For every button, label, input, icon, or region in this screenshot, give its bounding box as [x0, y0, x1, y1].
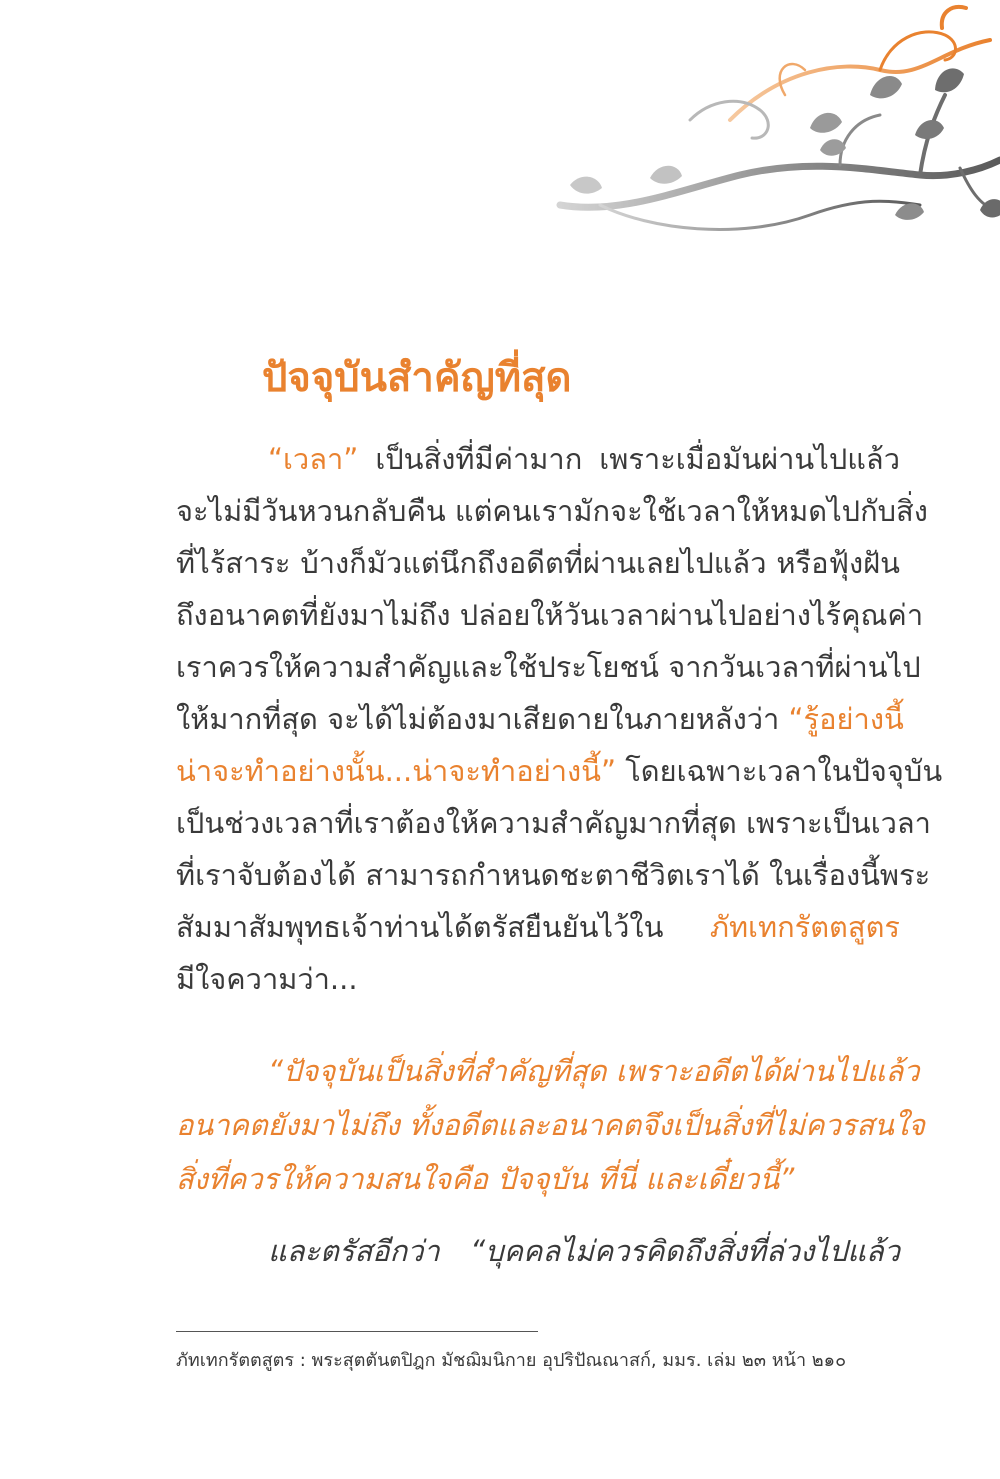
- buddha-quote: [176, 1044, 926, 1206]
- paragraph-line: ถึงอนาคตที่ยังมาไม่ถึง ปล่อยให้วันเวลาผ่านไปอย่างไร้คุณค่า: [176, 598, 924, 632]
- line-text: ให้มากที่สุด จะได้ไม่ต้องมาเสียดายในภายหลังว่า: [176, 702, 789, 736]
- line-text: สัมมาสัมพุทธเจ้าท่านได้ตรัสยืนยันไว้ใน: [176, 910, 710, 944]
- quote-line: อนาคตยังมาไม่ถึง ทั้งอดีตและอนาคตจึงเป็นสิ่งที่ไม่ควรสนใจ: [176, 1108, 926, 1142]
- continuation-line: และตรัสอีกว่า “บุคคลไม่ควรคิดถึงสิ่งที่ล่วงไปแล้ว: [268, 1234, 900, 1268]
- sutta-name: ภัทเทกรัตตสูตร: [709, 910, 900, 944]
- paragraph-line: [176, 433, 900, 485]
- page-title: ปัจจุบันสำคัญที่สุด: [262, 355, 572, 401]
- paragraph-line: มีใจความว่า...: [176, 962, 358, 996]
- highlight-term: “เวลา”: [268, 442, 359, 476]
- highlight-quote: น่าจะทำอย่างนั้น...น่าจะทำอย่างนี้”: [176, 754, 617, 788]
- vine-ornament: [540, 0, 1000, 280]
- paragraph-line: [176, 901, 900, 953]
- paragraph-line: [176, 745, 943, 797]
- body-paragraph: [176, 433, 943, 1005]
- quote-line: “ปัจจุบันเป็นสิ่งที่สำคัญที่สุด เพราะอดีตได้ผ่านไปแล้ว: [268, 1054, 920, 1088]
- paragraph-line: ที่เราจับต้องได้ สามารถกำหนดชะตาชีวิตเราได้ ในเรื่องนี้พระ: [176, 858, 931, 892]
- footnote-divider: [176, 1331, 538, 1332]
- paragraph-line: เป็นช่วงเวลาที่เราต้องให้ความสำคัญมากที่สุด เพราะเป็นเวลา: [176, 806, 931, 840]
- footnote: ภัทเทกรัตตสูตร : พระสุตตันตปิฎก มัชฌิมนิกาย อุปริปัณณาสก์, มมร. เล่ม ๒๓ หน้า ๒๑๐: [176, 1350, 847, 1371]
- paragraph-line: เราควรให้ความสำคัญและใช้ประโยชน์ จากวันเวลาที่ผ่านไป: [176, 650, 921, 684]
- paragraph-line: [176, 693, 904, 745]
- line-text: โดยเฉพาะเวลาในปัจจุบัน: [616, 754, 943, 788]
- paragraph-line: ที่ไร้สาระ บ้างก็มัวแต่นึกถึงอดีตที่ผ่านเลยไปแล้ว หรือฟุ้งฝัน: [176, 546, 900, 580]
- line-text: เป็นสิ่งที่มีค่ามาก เพราะเมื่อมันผ่านไปแล้ว: [358, 442, 900, 476]
- highlight-quote: “รู้อย่างนี้: [788, 702, 904, 736]
- paragraph-line: จะไม่มีวันหวนกลับคืน แต่คนเรามักจะใช้เวลาให้หมดไปกับสิ่ง: [176, 494, 928, 528]
- quote-line: สิ่งที่ควรให้ความสนใจคือ ปัจจุบัน ที่นี่ และเดี๋ยวนี้”: [176, 1162, 795, 1196]
